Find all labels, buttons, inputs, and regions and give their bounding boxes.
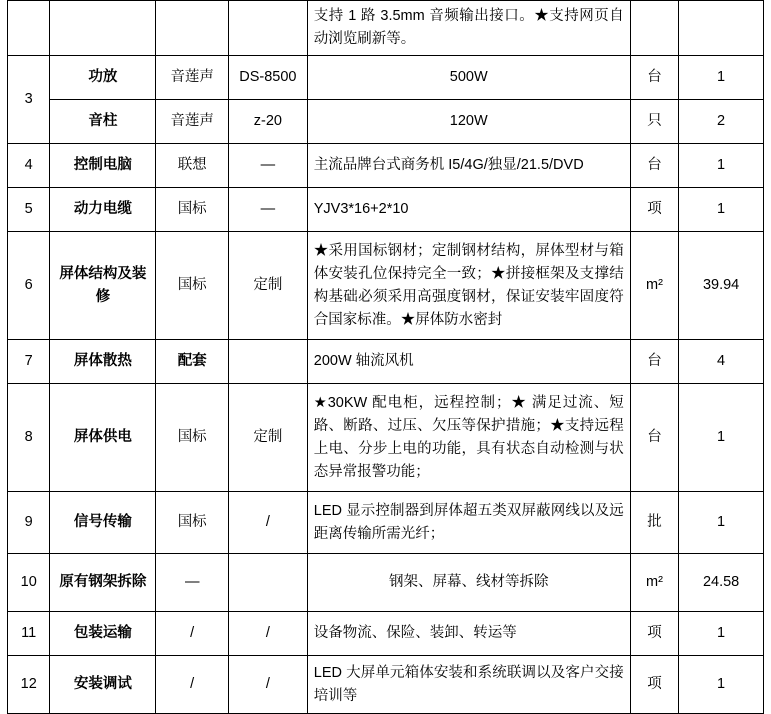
cell-no: 3 — [8, 56, 50, 144]
cell-unit — [630, 1, 678, 56]
cell-unit: 项 — [630, 612, 678, 656]
cell-qty — [679, 1, 764, 56]
cell-qty: 2 — [679, 100, 764, 144]
cell-model: 定制 — [229, 384, 308, 492]
cell-brand: 音莲声 — [156, 56, 229, 100]
cell-desc: YJV3*16+2*10 — [307, 188, 630, 232]
cell-qty: 1 — [679, 56, 764, 100]
cell-qty: 39.94 — [679, 232, 764, 340]
cell-unit: m² — [630, 232, 678, 340]
cell-desc: 500W — [307, 56, 630, 100]
cell-model — [229, 554, 308, 612]
cell-qty: 1 — [679, 188, 764, 232]
cell-qty: 4 — [679, 340, 764, 384]
cell-model: / — [229, 492, 308, 554]
cell-model: / — [229, 656, 308, 714]
cell-unit: 项 — [630, 188, 678, 232]
cell-unit: 台 — [630, 144, 678, 188]
table-row — [8, 232, 764, 340]
table-row — [8, 188, 764, 232]
cell-no: 9 — [8, 492, 50, 554]
cell-brand: / — [156, 612, 229, 656]
cell-name: 屏体结构及装修 — [50, 232, 156, 340]
cell-desc: ★采用国标钢材；定制钢材结构，屏体型材与箱体安装孔位保持完全一致；★拼接框架及支撑结构基础必须采用高强度钢材，保证安装牢固度符合国家标准。★屏体防水密封 — [307, 232, 630, 340]
cell-name: 原有钢架拆除 — [50, 554, 156, 612]
table-row — [8, 100, 764, 144]
table-row — [8, 656, 764, 714]
cell-model: — — [229, 144, 308, 188]
cell-name: 信号传输 — [50, 492, 156, 554]
cell-no: 12 — [8, 656, 50, 714]
cell-name: 音柱 — [50, 100, 156, 144]
cell-qty: 1 — [679, 144, 764, 188]
cell-desc: 120W — [307, 100, 630, 144]
cell-no — [8, 1, 50, 56]
cell-no: 11 — [8, 612, 50, 656]
table-row — [8, 612, 764, 656]
cell-qty: 1 — [679, 612, 764, 656]
cell-no: 8 — [8, 384, 50, 492]
cell-unit: 项 — [630, 656, 678, 714]
cell-name: 包装运输 — [50, 612, 156, 656]
cell-no: 4 — [8, 144, 50, 188]
cell-desc: 设备物流、保险、装卸、转运等 — [307, 612, 630, 656]
cell-name — [50, 1, 156, 56]
cell-desc: 200W 轴流风机 — [307, 340, 630, 384]
table-row — [8, 1, 764, 56]
cell-unit: 台 — [630, 384, 678, 492]
cell-name: 安装调试 — [50, 656, 156, 714]
cell-model: DS-8500 — [229, 56, 308, 100]
cell-name: 屏体散热 — [50, 340, 156, 384]
cell-desc: 钢架、屏幕、线材等拆除 — [307, 554, 630, 612]
cell-name: 控制电脑 — [50, 144, 156, 188]
table-row — [8, 554, 764, 612]
cell-brand: 国标 — [156, 232, 229, 340]
cell-name: 功放 — [50, 56, 156, 100]
cell-model — [229, 1, 308, 56]
table-row — [8, 340, 764, 384]
cell-model — [229, 340, 308, 384]
cell-no: 5 — [8, 188, 50, 232]
cell-model: — — [229, 188, 308, 232]
cell-brand: — — [156, 554, 229, 612]
cell-desc: 支持 1 路 3.5mm 音频输出接口。★支持网页自动浏览刷新等。 — [307, 1, 630, 56]
cell-desc: 主流品牌台式商务机 I5/4G/独显/21.5/DVD — [307, 144, 630, 188]
cell-unit: 只 — [630, 100, 678, 144]
cell-unit: m² — [630, 554, 678, 612]
cell-qty: 1 — [679, 384, 764, 492]
table-row — [8, 492, 764, 554]
cell-model: 定制 — [229, 232, 308, 340]
table-row — [8, 56, 764, 100]
cell-name: 屏体供电 — [50, 384, 156, 492]
cell-brand: 国标 — [156, 492, 229, 554]
cell-brand: 联想 — [156, 144, 229, 188]
cell-unit: 台 — [630, 340, 678, 384]
cell-qty: 24.58 — [679, 554, 764, 612]
cell-model: / — [229, 612, 308, 656]
cell-no: 6 — [8, 232, 50, 340]
cell-model: z-20 — [229, 100, 308, 144]
cell-no: 10 — [8, 554, 50, 612]
cell-brand: / — [156, 656, 229, 714]
cell-unit: 批 — [630, 492, 678, 554]
cell-qty: 1 — [679, 656, 764, 714]
table-row — [8, 144, 764, 188]
specification-table — [7, 0, 764, 714]
cell-brand: 音莲声 — [156, 100, 229, 144]
cell-brand: 国标 — [156, 188, 229, 232]
cell-qty: 1 — [679, 492, 764, 554]
cell-desc: LED 大屏单元箱体安装和系统联调以及客户交接培训等 — [307, 656, 630, 714]
cell-brand: 国标 — [156, 384, 229, 492]
cell-desc: ★30KW 配电柜，远程控制；★ 满足过流、短路、断路、过压、欠压等保护措施；★支持远程上电、分步上电的功能，具有状态自动检测与状态异常报警功能； — [307, 384, 630, 492]
cell-desc: LED 显示控制器到屏体超五类双屏蔽网线以及远距离传输所需光纤； — [307, 492, 630, 554]
cell-no: 7 — [8, 340, 50, 384]
cell-brand: 配套 — [156, 340, 229, 384]
cell-name: 动力电缆 — [50, 188, 156, 232]
cell-unit: 台 — [630, 56, 678, 100]
cell-brand — [156, 1, 229, 56]
table-row — [8, 384, 764, 492]
